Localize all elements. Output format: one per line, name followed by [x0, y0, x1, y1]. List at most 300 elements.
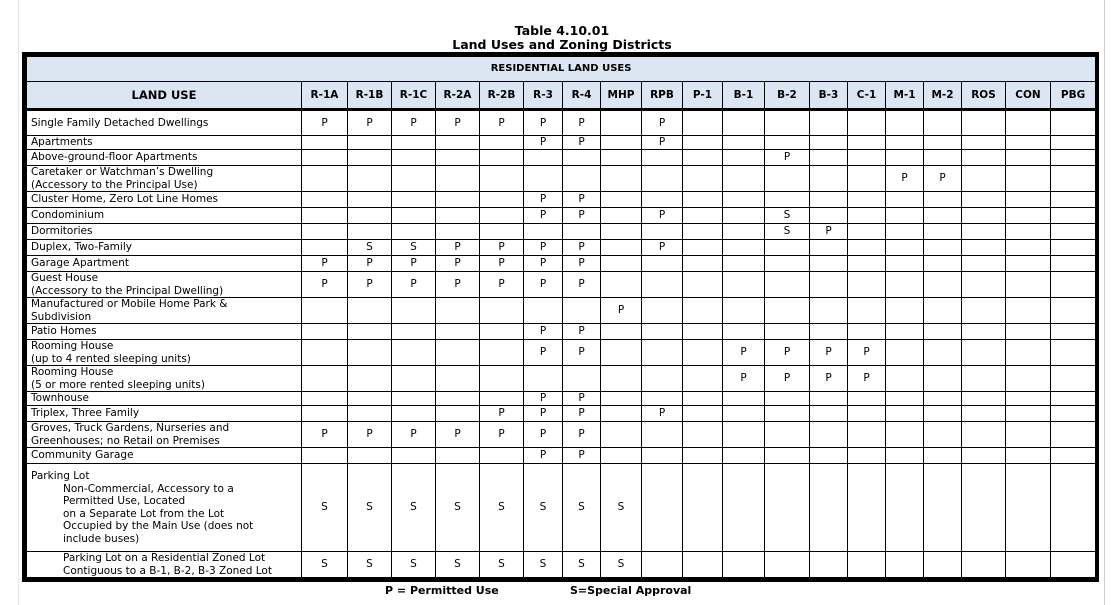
permission-cell — [348, 136, 392, 150]
permission-cell: P — [480, 256, 524, 272]
permission-cell — [810, 422, 848, 448]
permission-cell — [886, 392, 924, 406]
permission-cell: P — [563, 422, 601, 448]
district-header-rpb: RPB — [642, 82, 683, 110]
permission-cell — [810, 166, 848, 192]
permission-cell — [563, 224, 601, 240]
permission-cell — [848, 448, 886, 464]
land-use-name: Rooming House (5 or more rented sleeping units) — [27, 366, 302, 392]
permission-cell — [723, 224, 765, 240]
permission-cell: P — [480, 406, 524, 422]
permission-cell — [962, 448, 1006, 464]
permission-cell — [683, 392, 723, 406]
permission-cell — [848, 324, 886, 340]
permission-cell — [924, 240, 962, 256]
permission-cell — [924, 448, 962, 464]
permission-cell — [601, 136, 642, 150]
permission-cell — [723, 298, 765, 324]
permission-cell — [642, 448, 683, 464]
column-header-row — [27, 82, 1096, 110]
permission-cell: P — [392, 272, 436, 298]
land-use-name: Guest House (Accessory to the Principal Dwelling) — [27, 272, 302, 298]
permission-cell — [1006, 448, 1051, 464]
permission-cell — [480, 392, 524, 406]
permission-cell — [810, 110, 848, 136]
permission-cell: P — [810, 224, 848, 240]
permission-cell — [601, 406, 642, 422]
permission-cell — [1006, 192, 1051, 208]
permission-cell: P — [765, 150, 810, 166]
permission-cell — [810, 272, 848, 298]
permission-cell: P — [524, 272, 563, 298]
permission-cell: S — [765, 208, 810, 224]
permission-cell — [765, 298, 810, 324]
permission-cell — [642, 392, 683, 406]
permission-cell: P — [642, 110, 683, 136]
permission-cell — [601, 256, 642, 272]
permission-cell — [683, 166, 723, 192]
permission-cell — [886, 136, 924, 150]
permission-cell — [1051, 422, 1096, 448]
permission-cell: S — [392, 464, 436, 552]
permission-cell — [1051, 324, 1096, 340]
permission-cell — [392, 298, 436, 324]
permission-cell — [924, 406, 962, 422]
permission-cell — [1051, 208, 1096, 224]
permission-cell — [683, 324, 723, 340]
table-row — [27, 192, 1096, 208]
permission-cell: P — [392, 110, 436, 136]
permission-cell — [1006, 224, 1051, 240]
table-row — [27, 448, 1096, 464]
permission-cell — [683, 272, 723, 298]
district-header-m-1: M-1 — [886, 82, 924, 110]
permission-cell — [810, 406, 848, 422]
permission-cell — [392, 224, 436, 240]
district-header-m-2: M-2 — [924, 82, 962, 110]
district-header-ros: ROS — [962, 82, 1006, 110]
permission-cell — [480, 366, 524, 392]
permission-cell — [480, 298, 524, 324]
permission-cell: P — [924, 166, 962, 192]
permission-cell — [1006, 406, 1051, 422]
permission-cell — [962, 392, 1006, 406]
permission-cell — [524, 298, 563, 324]
permission-cell — [723, 448, 765, 464]
permission-cell — [1051, 552, 1096, 578]
permission-cell: P — [524, 136, 563, 150]
permission-cell: P — [848, 340, 886, 366]
land-use-name: Dormitories — [27, 224, 302, 240]
land-use-name: Duplex, Two-Family — [27, 240, 302, 256]
permission-cell — [962, 324, 1006, 340]
permission-cell — [642, 166, 683, 192]
land-use-name: Community Garage — [27, 448, 302, 464]
permission-cell — [601, 392, 642, 406]
permission-cell — [765, 406, 810, 422]
permission-cell — [1006, 256, 1051, 272]
permission-cell: P — [524, 110, 563, 136]
permission-cell — [1006, 324, 1051, 340]
permission-cell — [1051, 166, 1096, 192]
permission-cell — [848, 298, 886, 324]
permission-cell — [392, 392, 436, 406]
permission-cell: P — [563, 406, 601, 422]
permission-cell — [1006, 366, 1051, 392]
permission-cell — [886, 150, 924, 166]
permission-cell — [642, 464, 683, 552]
permission-cell — [348, 366, 392, 392]
permission-cell — [848, 150, 886, 166]
permission-cell — [302, 150, 348, 166]
permission-cell — [348, 208, 392, 224]
permission-cell — [642, 324, 683, 340]
district-header-mhp: MHP — [601, 82, 642, 110]
permission-cell: P — [524, 448, 563, 464]
permission-cell — [302, 366, 348, 392]
permission-cell — [765, 448, 810, 464]
permission-cell — [1051, 406, 1096, 422]
district-header-con: CON — [1006, 82, 1051, 110]
permission-cell: P — [348, 272, 392, 298]
land-use-name: Groves, Truck Gardens, Nurseries and Greenhouses; no Retail on Premises — [27, 422, 302, 448]
permission-cell — [924, 552, 962, 578]
permission-cell — [962, 298, 1006, 324]
legend-special: S=Special Approval — [570, 584, 692, 597]
land-use-name: Townhouse — [27, 392, 302, 406]
permission-cell — [1051, 272, 1096, 298]
permission-cell — [924, 208, 962, 224]
permission-cell — [480, 208, 524, 224]
permission-cell — [480, 448, 524, 464]
permission-cell — [392, 324, 436, 340]
permission-cell — [480, 340, 524, 366]
permission-cell — [563, 366, 601, 392]
permission-cell: P — [524, 324, 563, 340]
permission-cell: P — [563, 136, 601, 150]
permission-cell: S — [436, 464, 480, 552]
permission-cell: P — [723, 366, 765, 392]
permission-cell: S — [392, 552, 436, 578]
permission-cell — [642, 192, 683, 208]
permission-cell: P — [765, 340, 810, 366]
permission-cell — [765, 422, 810, 448]
permission-cell — [810, 298, 848, 324]
permission-cell — [683, 136, 723, 150]
permission-cell: P — [524, 256, 563, 272]
permission-cell — [765, 324, 810, 340]
permission-cell: P — [563, 340, 601, 366]
permission-cell — [924, 422, 962, 448]
permission-cell — [1051, 366, 1096, 392]
permission-cell — [683, 298, 723, 324]
permission-cell — [723, 110, 765, 136]
permission-cell — [848, 166, 886, 192]
table-row — [27, 272, 1096, 298]
permission-cell — [1006, 298, 1051, 324]
permission-cell — [683, 464, 723, 552]
permission-cell — [524, 166, 563, 192]
permission-cell — [723, 552, 765, 578]
permission-cell — [723, 256, 765, 272]
permission-cell — [962, 150, 1006, 166]
permission-cell: S — [348, 240, 392, 256]
permission-cell — [924, 256, 962, 272]
permission-cell: S — [524, 464, 563, 552]
permission-cell — [601, 224, 642, 240]
permission-cell — [848, 208, 886, 224]
permission-cell — [601, 324, 642, 340]
table-row — [27, 392, 1096, 406]
permission-cell: P — [524, 392, 563, 406]
permission-cell — [1051, 448, 1096, 464]
permission-cell: S — [302, 552, 348, 578]
permission-cell: P — [524, 422, 563, 448]
permission-cell — [723, 422, 765, 448]
permission-cell — [348, 192, 392, 208]
permission-cell — [723, 324, 765, 340]
land-use-name: Condominium — [27, 208, 302, 224]
permission-cell — [962, 422, 1006, 448]
permission-cell — [302, 324, 348, 340]
permission-cell — [436, 406, 480, 422]
permission-cell: P — [348, 110, 392, 136]
land-use-header: LAND USE — [27, 82, 302, 110]
permission-cell — [683, 192, 723, 208]
permission-cell — [962, 224, 1006, 240]
land-use-name: Single Family Detached Dwellings — [27, 110, 302, 136]
permission-cell: S — [436, 552, 480, 578]
permission-cell — [1051, 340, 1096, 366]
permission-cell — [1006, 272, 1051, 298]
district-header-r-1b: R-1B — [348, 82, 392, 110]
permission-cell — [480, 166, 524, 192]
permission-cell — [642, 256, 683, 272]
permission-cell: P — [392, 422, 436, 448]
permission-cell: S — [348, 552, 392, 578]
permission-cell — [392, 208, 436, 224]
table-row — [27, 136, 1096, 150]
permission-cell — [924, 136, 962, 150]
permission-cell — [436, 366, 480, 392]
permission-cell — [302, 136, 348, 150]
permission-cell — [642, 552, 683, 578]
permission-cell: P — [480, 110, 524, 136]
permission-cell — [683, 340, 723, 366]
permission-cell: P — [524, 240, 563, 256]
permission-cell — [392, 340, 436, 366]
table-row — [27, 166, 1096, 192]
permission-cell — [302, 448, 348, 464]
permission-cell — [642, 366, 683, 392]
land-use-name: Apartments — [27, 136, 302, 150]
permission-cell — [1006, 422, 1051, 448]
permission-cell — [348, 324, 392, 340]
table-row — [27, 256, 1096, 272]
permission-cell — [848, 406, 886, 422]
permission-cell — [848, 224, 886, 240]
permission-cell — [810, 464, 848, 552]
permission-cell: P — [563, 324, 601, 340]
permission-cell — [436, 150, 480, 166]
permission-cell — [601, 150, 642, 166]
permission-cell: P — [480, 272, 524, 298]
permission-cell — [601, 272, 642, 298]
permission-cell — [348, 224, 392, 240]
permission-cell — [1051, 224, 1096, 240]
permission-cell: S — [480, 464, 524, 552]
permission-cell — [436, 224, 480, 240]
permission-cell — [723, 392, 765, 406]
permission-cell — [1051, 392, 1096, 406]
permission-cell — [1006, 464, 1051, 552]
district-header-b-2: B-2 — [765, 82, 810, 110]
permission-cell: S — [524, 552, 563, 578]
permission-cell: P — [436, 272, 480, 298]
permission-cell — [392, 192, 436, 208]
permission-cell — [480, 224, 524, 240]
permission-cell: P — [563, 110, 601, 136]
permission-cell — [924, 392, 962, 406]
permission-cell: P — [480, 422, 524, 448]
permission-cell — [810, 392, 848, 406]
permission-cell: S — [765, 224, 810, 240]
permission-cell — [765, 240, 810, 256]
permission-cell: P — [524, 208, 563, 224]
permission-cell — [848, 192, 886, 208]
table-row — [27, 406, 1096, 422]
permission-cell — [848, 552, 886, 578]
permission-cell: P — [563, 392, 601, 406]
permission-cell — [563, 166, 601, 192]
permission-cell — [642, 272, 683, 298]
permission-cell: P — [524, 340, 563, 366]
table-row — [27, 552, 1096, 578]
permission-cell — [1006, 166, 1051, 192]
permission-cell — [601, 208, 642, 224]
permission-cell — [1006, 340, 1051, 366]
permission-cell — [480, 324, 524, 340]
permission-cell — [392, 150, 436, 166]
permission-cell: P — [436, 240, 480, 256]
permission-cell — [924, 366, 962, 392]
permission-cell — [1006, 240, 1051, 256]
permission-cell — [723, 406, 765, 422]
permission-cell: S — [480, 552, 524, 578]
permission-cell — [962, 366, 1006, 392]
permission-cell — [524, 366, 563, 392]
permission-cell — [392, 166, 436, 192]
permission-cell — [683, 366, 723, 392]
permission-cell — [962, 110, 1006, 136]
permission-cell: P — [642, 240, 683, 256]
table-row — [27, 366, 1096, 392]
table-row — [27, 340, 1096, 366]
permission-cell — [886, 224, 924, 240]
permission-cell — [723, 166, 765, 192]
permission-cell — [348, 340, 392, 366]
permission-cell — [1006, 150, 1051, 166]
table-row — [27, 224, 1096, 240]
permission-cell — [886, 340, 924, 366]
parking-lot-subtype: Non-Commercial, Accessory to a Permitted Use, Located on a Separate Lot from the Lot Occupied by the Main Use (does not include buses) — [63, 482, 254, 545]
land-use-name: Rooming House (up to 4 rented sleeping units) — [27, 340, 302, 366]
permission-cell — [436, 324, 480, 340]
permission-cell: P — [642, 406, 683, 422]
permission-cell: P — [765, 366, 810, 392]
permission-cell — [642, 224, 683, 240]
land-use-name: Above-ground-floor Apartments — [27, 150, 302, 166]
permission-cell — [924, 150, 962, 166]
permission-cell — [601, 448, 642, 464]
permission-cell — [962, 406, 1006, 422]
permission-cell — [601, 110, 642, 136]
permission-cell — [848, 256, 886, 272]
table-row — [27, 324, 1096, 340]
permission-cell — [765, 272, 810, 298]
permission-cell — [962, 166, 1006, 192]
district-header-r-2a: R-2A — [436, 82, 480, 110]
district-header-r-1c: R-1C — [392, 82, 436, 110]
permission-cell — [723, 192, 765, 208]
table-row — [27, 208, 1096, 224]
permission-cell: P — [563, 208, 601, 224]
district-header-r-2b: R-2B — [480, 82, 524, 110]
permission-cell — [302, 224, 348, 240]
permission-cell — [1006, 392, 1051, 406]
permission-cell — [723, 136, 765, 150]
permission-cell: P — [436, 422, 480, 448]
table-row — [27, 110, 1096, 136]
permission-cell — [765, 552, 810, 578]
permission-cell — [848, 422, 886, 448]
permission-cell: P — [524, 192, 563, 208]
permission-cell — [601, 240, 642, 256]
permission-cell — [642, 298, 683, 324]
permission-cell — [436, 448, 480, 464]
permission-cell — [886, 256, 924, 272]
land-use-name: Parking Lot on a Residential Zoned Lot Contiguous to a B-1, B-2, B-3 Zoned Lot — [27, 552, 302, 578]
permission-cell — [810, 136, 848, 150]
permission-cell — [810, 150, 848, 166]
permission-cell — [1051, 192, 1096, 208]
permission-cell — [924, 298, 962, 324]
permission-cell — [436, 192, 480, 208]
permission-cell — [810, 192, 848, 208]
permission-cell — [886, 298, 924, 324]
permission-cell — [563, 298, 601, 324]
permission-cell — [723, 464, 765, 552]
permission-cell: P — [302, 110, 348, 136]
permission-cell — [848, 272, 886, 298]
permission-cell — [392, 448, 436, 464]
table-row — [27, 240, 1096, 256]
permission-cell — [962, 552, 1006, 578]
district-header-r-4: R-4 — [563, 82, 601, 110]
permission-cell: P — [642, 208, 683, 224]
permission-cell — [642, 150, 683, 166]
permission-cell — [436, 298, 480, 324]
district-header-pbg: PBG — [1051, 82, 1096, 110]
section-header: RESIDENTIAL LAND USES — [27, 57, 1096, 82]
permission-cell — [962, 240, 1006, 256]
land-use-name: Patio Homes — [27, 324, 302, 340]
permission-cell — [962, 340, 1006, 366]
district-header-p-1: P-1 — [683, 82, 723, 110]
page-frame-right — [1104, 0, 1105, 605]
permission-cell — [302, 406, 348, 422]
permission-cell — [683, 406, 723, 422]
